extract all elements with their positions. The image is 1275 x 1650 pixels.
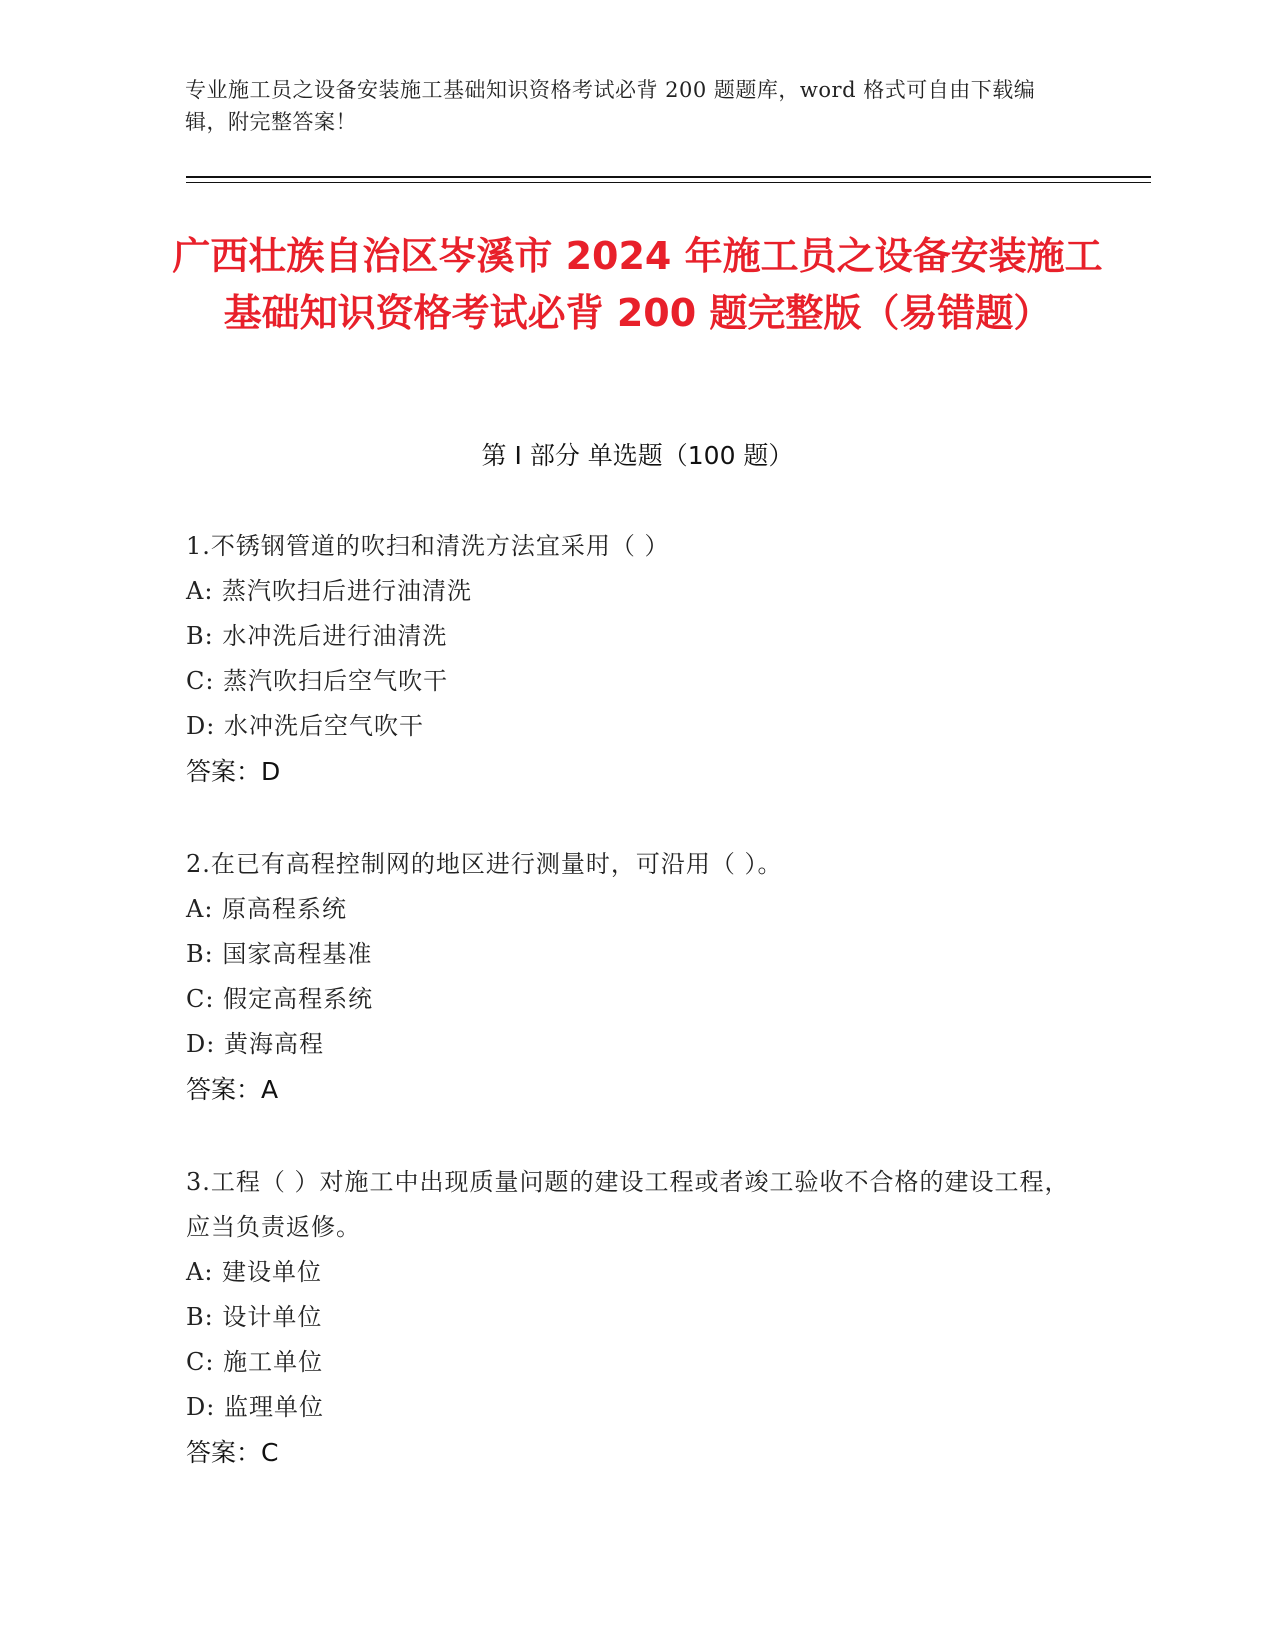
answer-line: 答案：D: [186, 757, 281, 786]
question-stem: 3.工程（ ）对施工中出现质量问题的建设工程或者竣工验收不合格的建设工程，应当负责返修。: [186, 1168, 1070, 1241]
option-a: A: 蒸汽吹扫后进行油清洗: [186, 577, 473, 605]
option-a: A: 原高程系统: [186, 895, 348, 923]
header-divider-thick: [186, 176, 1151, 178]
question-block: [186, 1160, 1086, 1475]
option-d: D: 水冲洗后空气吹干: [186, 712, 424, 740]
option-c: C: 蒸汽吹扫后空气吹干: [186, 667, 449, 695]
question-block: [186, 842, 1086, 1112]
option-b: B: 水冲洗后进行油清洗: [186, 622, 448, 650]
answer-line: 答案：A: [186, 1075, 279, 1104]
section-heading: 第 I 部分 单选题（100 题）: [481, 441, 794, 470]
option-b: B: 设计单位: [186, 1303, 323, 1331]
option-d: D: 黄海高程: [186, 1030, 324, 1058]
option-c: C: 施工单位: [186, 1348, 324, 1376]
document-title: 广西壮族自治区岑溪市 2024 年施工员之设备安装施工基础知识资格考试必背 200 题完整版（易错题）: [172, 234, 1103, 335]
question-stem: 1.不锈钢管道的吹扫和清洗方法宜采用（ ）: [186, 532, 670, 560]
option-a: A: 建设单位: [186, 1258, 323, 1286]
option-d: D: 监理单位: [186, 1393, 324, 1421]
header-note: 专业施工员之设备安装施工基础知识资格考试必背 200 题题库，word 格式可自由下载编辑，附完整答案！: [185, 78, 1036, 134]
header-divider-thin: [186, 182, 1151, 183]
option-c: C: 假定高程系统: [186, 985, 374, 1013]
option-b: B: 国家高程基准: [186, 940, 373, 968]
question-block: [186, 524, 1086, 794]
question-stem: 2.在已有高程控制网的地区进行测量时，可沿用（ ）。: [186, 850, 783, 878]
answer-line: 答案：C: [186, 1438, 279, 1467]
